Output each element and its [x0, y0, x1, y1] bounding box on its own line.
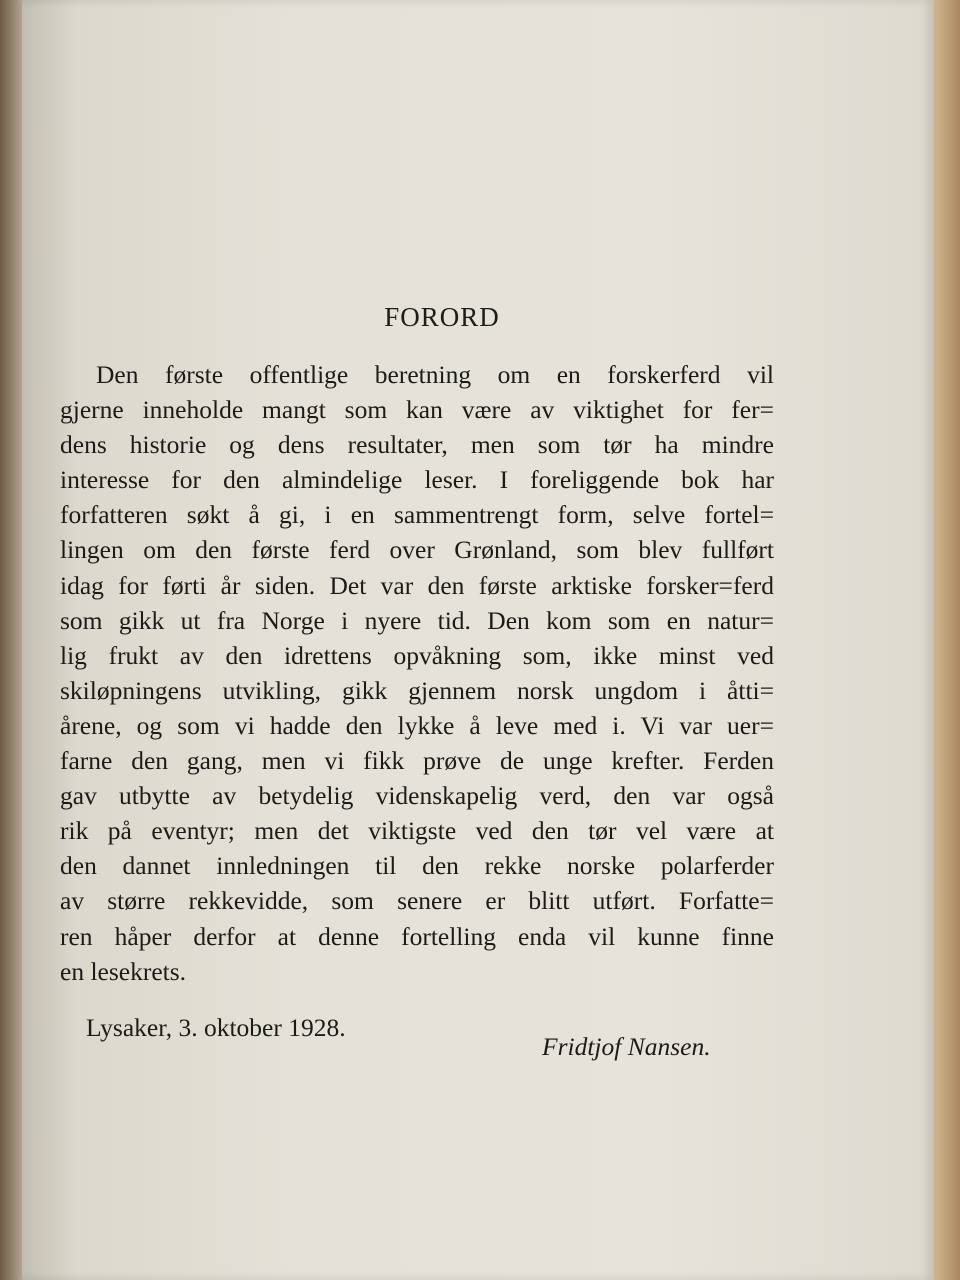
- text-line: av større rekkevidde, som senere er blitt utført. Forfatte=: [60, 886, 774, 916]
- text-line: gjerne inneholde mangt som kan være av viktighet for fer=: [60, 395, 774, 425]
- text-line: lingen om den første ferd over Grønland, som blev fullført: [60, 535, 774, 565]
- page-title: FORORD: [384, 302, 500, 332]
- text-line: dens historie og dens resultater, men som tør ha mindre: [60, 430, 774, 460]
- text-line: den dannet innledningen til den rekke norske polarferder: [60, 851, 774, 881]
- book-page: [22, 0, 934, 1280]
- text-line: som gikk ut fra Norge i nyere tid. Den kom som en natur=: [60, 605, 774, 635]
- text-line: farne den gang, men vi fikk prøve de unge krefter. Ferden: [60, 746, 774, 776]
- text-line: årene, og som vi hadde den lykke å leve med i. Vi var uer=: [60, 710, 774, 740]
- text-line: idag for førti år siden. Det var den første arktiske forsker=ferd: [60, 570, 774, 600]
- text-line: Den første offentlige beretning om en forskerferd vil: [96, 360, 774, 389]
- text-line: interesse for den almindelige leser. I foreliggende bok har: [60, 465, 774, 495]
- text-line: en lesekrets.: [60, 956, 187, 986]
- text-line: skiløpningens utvikling, gikk gjennem norsk ungdom i åtti=: [60, 675, 774, 705]
- preface-body: [60, 357, 774, 989]
- author-signature: Fridtjof Nansen.: [542, 1032, 711, 1061]
- text-line: rik på eventyr; men det viktigste ved den tør vel være at: [60, 816, 774, 846]
- place-date: Lysaker, 3. oktober 1928.: [86, 1013, 346, 1042]
- text-line: lig frukt av den idrettens opvåkning som, ikke minst ved: [60, 640, 774, 670]
- text-line: ren håper derfor at denne fortelling enda vil kunne finne: [60, 921, 774, 951]
- text-line: gav utbytte av betydelig videnskapelig verd, den var også: [60, 781, 774, 811]
- text-line: forfatteren søkt å gi, i en sammentrengt form, selve fortel=: [60, 500, 774, 530]
